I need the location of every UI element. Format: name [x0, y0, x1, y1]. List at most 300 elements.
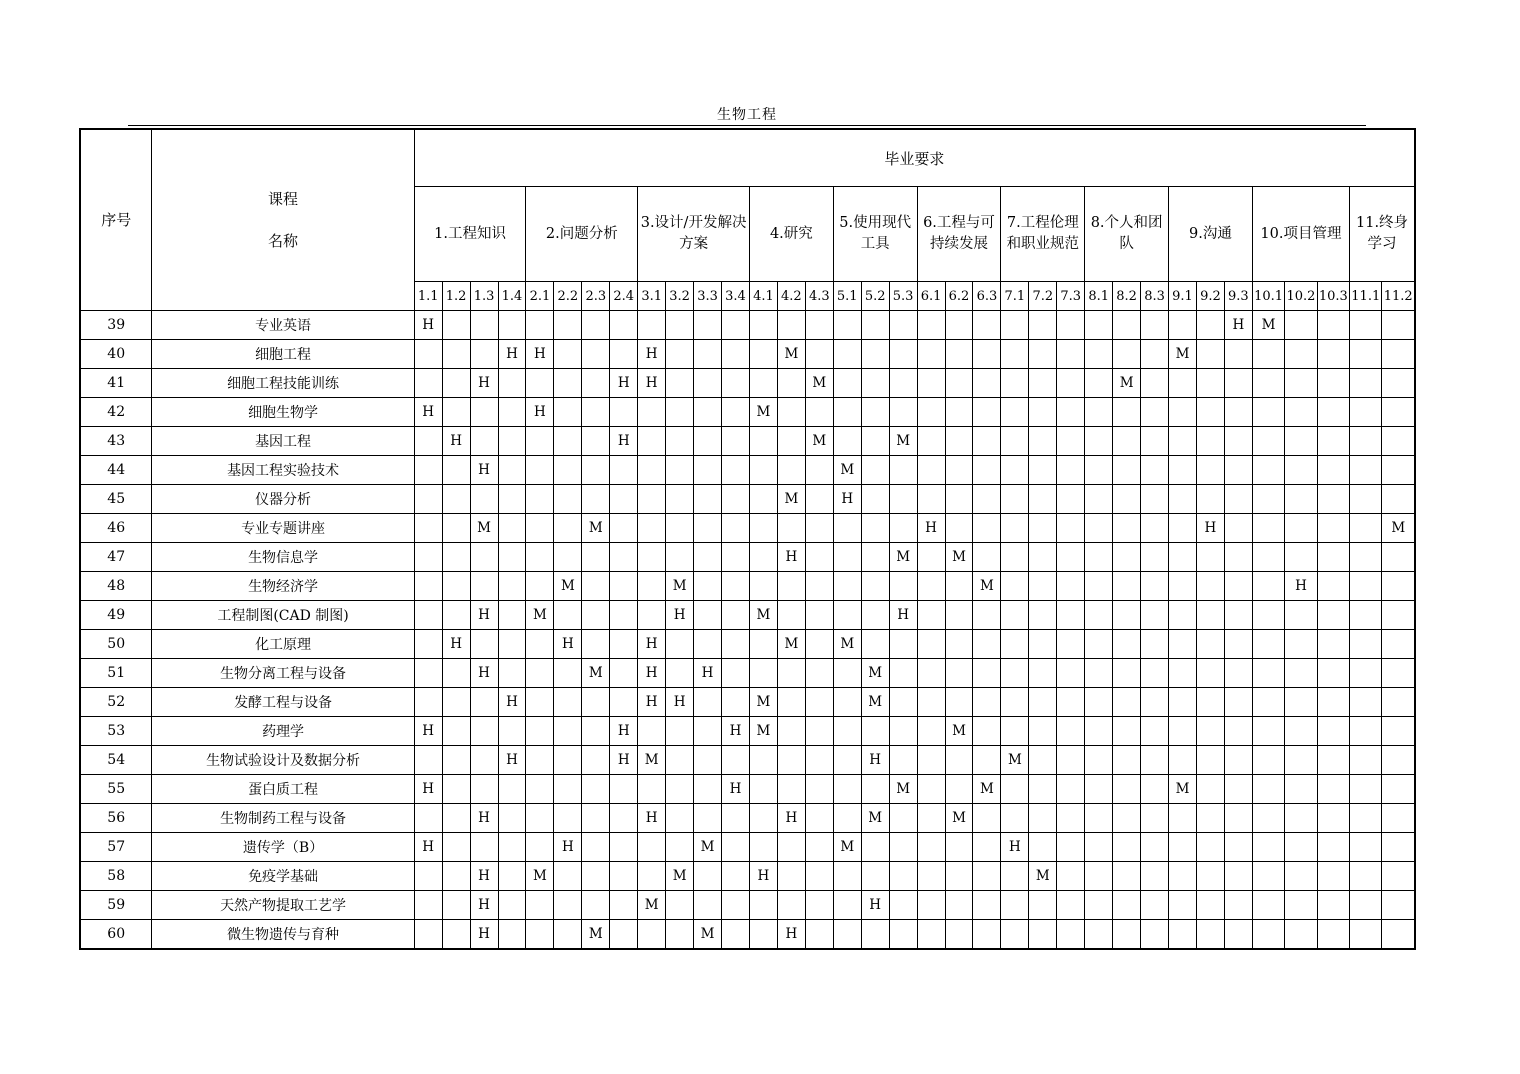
cell-11-2: [1382, 688, 1415, 717]
cell-10-1: [1252, 340, 1284, 369]
cell-7-1: [1001, 601, 1029, 630]
table-row: [80, 920, 1415, 949]
cell-10-2: [1285, 398, 1317, 427]
cell-10-1: [1252, 891, 1284, 920]
cell-4-1: [749, 920, 777, 949]
cell-7-2: [1029, 456, 1057, 485]
header-sub-5-2: 5.2: [861, 282, 889, 311]
cell-7-1: [1001, 427, 1029, 456]
cell-4-3: [805, 659, 833, 688]
cell-9-3: [1224, 398, 1252, 427]
cell-11-2: [1382, 427, 1415, 456]
cell-6-2: [945, 833, 973, 862]
cell-6-3: [973, 398, 1001, 427]
cell-11-1: [1350, 659, 1382, 688]
cell-1-1: [414, 862, 442, 891]
cell-1-1: [414, 572, 442, 601]
cell-8-2: [1113, 427, 1141, 456]
row-seq: 51: [80, 659, 152, 688]
cell-1-1: H: [414, 775, 442, 804]
header-group-9: 9.沟通: [1169, 187, 1253, 282]
cell-4-1: M: [749, 398, 777, 427]
cell-11-1: [1350, 543, 1382, 572]
cell-1-3: H: [470, 891, 498, 920]
cell-4-2: [777, 601, 805, 630]
cell-9-1: [1169, 717, 1197, 746]
cell-6-2: [945, 398, 973, 427]
cell-5-1: [833, 891, 861, 920]
cell-3-3: [694, 572, 722, 601]
cell-11-2: [1382, 746, 1415, 775]
header-sub-9-2: 9.2: [1196, 282, 1224, 311]
cell-1-2: [442, 340, 470, 369]
cell-3-2: [666, 775, 694, 804]
cell-9-1: [1169, 369, 1197, 398]
cell-5-1: [833, 717, 861, 746]
cell-9-3: [1224, 369, 1252, 398]
cell-4-2: [777, 572, 805, 601]
cell-11-1: [1350, 717, 1382, 746]
cell-9-1: [1169, 862, 1197, 891]
cell-1-3: H: [470, 369, 498, 398]
cell-2-1: [526, 456, 554, 485]
header-sub-3-4: 3.4: [722, 282, 750, 311]
header-group-1: 1.工程知识: [414, 187, 526, 282]
header-sub-8-3: 8.3: [1141, 282, 1169, 311]
cell-3-2: [666, 456, 694, 485]
cell-11-2: [1382, 775, 1415, 804]
cell-3-3: H: [694, 659, 722, 688]
cell-5-2: M: [861, 659, 889, 688]
cell-7-2: [1029, 340, 1057, 369]
table-row: [80, 601, 1415, 630]
cell-5-2: [861, 833, 889, 862]
table-row: [80, 833, 1415, 862]
cell-5-1: [833, 543, 861, 572]
cell-7-1: [1001, 340, 1029, 369]
cell-4-2: M: [777, 630, 805, 659]
cell-3-2: [666, 659, 694, 688]
cell-8-2: [1113, 746, 1141, 775]
cell-11-1: [1350, 311, 1382, 340]
cell-5-2: H: [861, 891, 889, 920]
cell-1-3: [470, 630, 498, 659]
cell-10-3: [1317, 398, 1349, 427]
cell-6-2: [945, 485, 973, 514]
cell-9-3: [1224, 514, 1252, 543]
cell-5-3: [889, 630, 917, 659]
cell-2-3: [582, 572, 610, 601]
cell-1-4: [498, 572, 526, 601]
cell-5-1: H: [833, 485, 861, 514]
cell-3-1: [638, 833, 666, 862]
cell-3-2: [666, 920, 694, 949]
cell-10-3: [1317, 920, 1349, 949]
cell-7-2: [1029, 804, 1057, 833]
cell-9-2: [1196, 543, 1224, 572]
cell-7-3: [1057, 717, 1085, 746]
cell-7-2: [1029, 920, 1057, 949]
table-row: [80, 717, 1415, 746]
cell-11-1: [1350, 920, 1382, 949]
row-seq: 59: [80, 891, 152, 920]
cell-10-2: [1285, 456, 1317, 485]
row-course-name: 基因工程实验技术: [152, 456, 414, 485]
cell-5-1: M: [833, 833, 861, 862]
cell-7-1: [1001, 891, 1029, 920]
cell-3-4: [722, 311, 750, 340]
cell-8-1: [1085, 398, 1113, 427]
cell-1-4: [498, 891, 526, 920]
cell-2-1: M: [526, 862, 554, 891]
cell-3-1: [638, 427, 666, 456]
cell-9-1: [1169, 311, 1197, 340]
cell-7-1: [1001, 775, 1029, 804]
cell-6-2: [945, 601, 973, 630]
cell-2-2: [554, 775, 582, 804]
cell-8-2: [1113, 862, 1141, 891]
cell-8-1: [1085, 485, 1113, 514]
cell-6-1: [917, 833, 945, 862]
cell-11-1: [1350, 369, 1382, 398]
cell-10-3: [1317, 485, 1349, 514]
cell-3-1: [638, 920, 666, 949]
cell-2-2: [554, 891, 582, 920]
cell-3-4: [722, 427, 750, 456]
cell-6-1: [917, 543, 945, 572]
cell-9-3: [1224, 688, 1252, 717]
header-sub-4-2: 4.2: [777, 282, 805, 311]
cell-3-4: [722, 659, 750, 688]
row-course-name: 微生物遗传与育种: [152, 920, 414, 949]
cell-9-2: [1196, 369, 1224, 398]
cell-4-3: [805, 746, 833, 775]
row-course-name: 细胞生物学: [152, 398, 414, 427]
header-group-10: 10.项目管理: [1252, 187, 1349, 282]
cell-2-4: [610, 804, 638, 833]
cell-4-2: [777, 833, 805, 862]
cell-6-1: [917, 862, 945, 891]
cell-10-3: [1317, 572, 1349, 601]
cell-2-4: [610, 833, 638, 862]
cell-10-2: [1285, 804, 1317, 833]
cell-2-1: [526, 572, 554, 601]
cell-10-1: [1252, 485, 1284, 514]
cell-6-2: [945, 746, 973, 775]
cell-2-1: [526, 427, 554, 456]
cell-4-1: M: [749, 688, 777, 717]
cell-2-3: [582, 543, 610, 572]
cell-8-1: [1085, 311, 1113, 340]
header-sub-11-1: 11.1: [1350, 282, 1382, 311]
table-row: [80, 543, 1415, 572]
table-row: [80, 485, 1415, 514]
cell-3-4: [722, 514, 750, 543]
cell-5-3: [889, 398, 917, 427]
cell-1-2: [442, 456, 470, 485]
cell-3-4: [722, 456, 750, 485]
cell-9-3: [1224, 427, 1252, 456]
cell-5-1: [833, 775, 861, 804]
cell-5-2: [861, 369, 889, 398]
cell-6-1: H: [917, 514, 945, 543]
cell-5-2: M: [861, 688, 889, 717]
cell-7-3: [1057, 630, 1085, 659]
cell-2-4: [610, 862, 638, 891]
cell-5-3: [889, 920, 917, 949]
cell-7-3: [1057, 456, 1085, 485]
header-group-3: 3.设计/开发解决方案: [638, 187, 750, 282]
cell-5-3: [889, 514, 917, 543]
cell-6-2: [945, 775, 973, 804]
cell-10-1: [1252, 862, 1284, 891]
cell-4-2: [777, 398, 805, 427]
cell-2-4: [610, 456, 638, 485]
cell-1-1: [414, 369, 442, 398]
cell-1-1: [414, 688, 442, 717]
cell-2-4: [610, 891, 638, 920]
cell-9-3: [1224, 572, 1252, 601]
header-sub-5-3: 5.3: [889, 282, 917, 311]
cell-4-2: [777, 891, 805, 920]
cell-2-2: [554, 456, 582, 485]
cell-10-1: [1252, 456, 1284, 485]
cell-10-1: [1252, 572, 1284, 601]
cell-6-1: [917, 398, 945, 427]
cell-5-1: [833, 688, 861, 717]
cell-2-1: [526, 514, 554, 543]
header-sub-7-1: 7.1: [1001, 282, 1029, 311]
header-sub-3-1: 3.1: [638, 282, 666, 311]
cell-7-2: [1029, 659, 1057, 688]
cell-7-3: [1057, 369, 1085, 398]
cell-3-3: [694, 340, 722, 369]
cell-4-3: [805, 311, 833, 340]
cell-9-2: [1196, 485, 1224, 514]
cell-9-1: [1169, 485, 1197, 514]
cell-3-4: [722, 891, 750, 920]
cell-9-3: [1224, 833, 1252, 862]
cell-9-3: [1224, 920, 1252, 949]
cell-1-2: H: [442, 630, 470, 659]
row-course-name: 蛋白质工程: [152, 775, 414, 804]
cell-3-1: [638, 775, 666, 804]
cell-7-2: [1029, 630, 1057, 659]
cell-7-3: [1057, 311, 1085, 340]
cell-3-3: [694, 456, 722, 485]
cell-6-3: [973, 601, 1001, 630]
cell-2-2: [554, 601, 582, 630]
row-course-name: 遗传学（B）: [152, 833, 414, 862]
cell-3-2: [666, 543, 694, 572]
cell-8-1: [1085, 891, 1113, 920]
cell-8-3: [1141, 311, 1169, 340]
cell-9-1: [1169, 746, 1197, 775]
cell-3-1: [638, 311, 666, 340]
cell-11-2: [1382, 543, 1415, 572]
cell-10-2: [1285, 485, 1317, 514]
cell-6-1: [917, 572, 945, 601]
cell-5-1: [833, 340, 861, 369]
header-sub-4-3: 4.3: [805, 282, 833, 311]
cell-11-2: [1382, 630, 1415, 659]
cell-2-3: [582, 746, 610, 775]
cell-9-3: [1224, 746, 1252, 775]
cell-4-2: [777, 862, 805, 891]
cell-4-2: [777, 427, 805, 456]
cell-1-3: [470, 688, 498, 717]
cell-6-1: [917, 891, 945, 920]
cell-9-1: [1169, 688, 1197, 717]
table-row: [80, 804, 1415, 833]
cell-2-3: [582, 775, 610, 804]
cell-10-2: H: [1285, 572, 1317, 601]
cell-7-3: [1057, 746, 1085, 775]
cell-2-2: H: [554, 630, 582, 659]
cell-3-2: [666, 891, 694, 920]
cell-11-2: [1382, 920, 1415, 949]
header-course: [152, 129, 414, 311]
cell-10-1: [1252, 427, 1284, 456]
header-group-5: 5.使用现代工具: [833, 187, 917, 282]
cell-5-2: [861, 456, 889, 485]
cell-11-1: [1350, 891, 1382, 920]
cell-3-3: [694, 311, 722, 340]
cell-11-2: [1382, 717, 1415, 746]
cell-9-2: [1196, 398, 1224, 427]
cell-9-2: [1196, 340, 1224, 369]
cell-3-2: [666, 804, 694, 833]
cell-5-3: M: [889, 427, 917, 456]
cell-2-1: [526, 920, 554, 949]
cell-10-2: [1285, 514, 1317, 543]
table-row: [80, 746, 1415, 775]
cell-9-1: [1169, 543, 1197, 572]
cell-10-1: [1252, 514, 1284, 543]
cell-9-3: [1224, 804, 1252, 833]
cell-10-1: [1252, 601, 1284, 630]
cell-11-1: [1350, 601, 1382, 630]
cell-3-2: [666, 485, 694, 514]
header-sub-2-1: 2.1: [526, 282, 554, 311]
cell-8-2: [1113, 311, 1141, 340]
cell-1-4: [498, 630, 526, 659]
cell-7-1: [1001, 630, 1029, 659]
row-course-name: 免疫学基础: [152, 862, 414, 891]
cell-10-2: [1285, 427, 1317, 456]
cell-7-2: [1029, 717, 1057, 746]
cell-1-4: [498, 920, 526, 949]
cell-5-3: [889, 485, 917, 514]
cell-2-4: H: [610, 717, 638, 746]
cell-7-1: [1001, 804, 1029, 833]
header-sub-8-1: 8.1: [1085, 282, 1113, 311]
cell-1-4: [498, 456, 526, 485]
cell-6-3: [973, 688, 1001, 717]
cell-7-2: [1029, 572, 1057, 601]
header-sub-7-2: 7.2: [1029, 282, 1057, 311]
cell-3-4: [722, 601, 750, 630]
cell-7-1: [1001, 572, 1029, 601]
cell-3-4: [722, 746, 750, 775]
cell-1-4: [498, 775, 526, 804]
header-sub-9-1: 9.1: [1169, 282, 1197, 311]
cell-1-3: H: [470, 862, 498, 891]
cell-1-3: [470, 775, 498, 804]
cell-5-3: H: [889, 601, 917, 630]
cell-1-3: [470, 746, 498, 775]
cell-6-2: [945, 427, 973, 456]
cell-8-3: [1141, 659, 1169, 688]
cell-2-3: [582, 485, 610, 514]
cell-7-3: [1057, 891, 1085, 920]
header-sub-10-1: 10.1: [1252, 282, 1284, 311]
cell-3-3: [694, 688, 722, 717]
cell-1-1: [414, 659, 442, 688]
cell-9-3: [1224, 891, 1252, 920]
cell-4-2: [777, 456, 805, 485]
cell-6-2: [945, 572, 973, 601]
cell-9-2: [1196, 891, 1224, 920]
cell-9-1: [1169, 891, 1197, 920]
cell-2-2: [554, 862, 582, 891]
cell-3-4: [722, 833, 750, 862]
cell-8-1: [1085, 630, 1113, 659]
cell-8-3: [1141, 427, 1169, 456]
cell-9-1: [1169, 398, 1197, 427]
cell-3-4: H: [722, 775, 750, 804]
cell-10-1: [1252, 804, 1284, 833]
cell-11-2: [1382, 485, 1415, 514]
cell-1-4: H: [498, 688, 526, 717]
cell-7-1: [1001, 514, 1029, 543]
cell-1-4: [498, 543, 526, 572]
cell-3-2: H: [666, 601, 694, 630]
cell-10-2: [1285, 340, 1317, 369]
cell-1-3: H: [470, 804, 498, 833]
cell-6-3: M: [973, 572, 1001, 601]
cell-7-3: [1057, 833, 1085, 862]
cell-4-2: H: [777, 920, 805, 949]
cell-11-1: [1350, 630, 1382, 659]
cell-4-1: [749, 833, 777, 862]
cell-2-1: [526, 688, 554, 717]
row-seq: 40: [80, 340, 152, 369]
cell-11-2: [1382, 572, 1415, 601]
cell-5-3: [889, 746, 917, 775]
cell-9-3: [1224, 601, 1252, 630]
cell-3-1: [638, 717, 666, 746]
cell-1-4: [498, 514, 526, 543]
cell-3-1: M: [638, 891, 666, 920]
cell-5-2: [861, 311, 889, 340]
cell-11-2: [1382, 862, 1415, 891]
header-sub-1-1: 1.1: [414, 282, 442, 311]
cell-2-2: [554, 340, 582, 369]
cell-6-1: [917, 746, 945, 775]
cell-2-3: [582, 311, 610, 340]
cell-7-3: [1057, 804, 1085, 833]
cell-6-2: [945, 369, 973, 398]
cell-6-1: [917, 775, 945, 804]
cell-2-3: M: [582, 920, 610, 949]
cell-8-2: [1113, 775, 1141, 804]
cell-11-2: [1382, 891, 1415, 920]
cell-6-2: [945, 920, 973, 949]
cell-3-1: [638, 514, 666, 543]
cell-1-1: [414, 804, 442, 833]
cell-1-4: [498, 659, 526, 688]
